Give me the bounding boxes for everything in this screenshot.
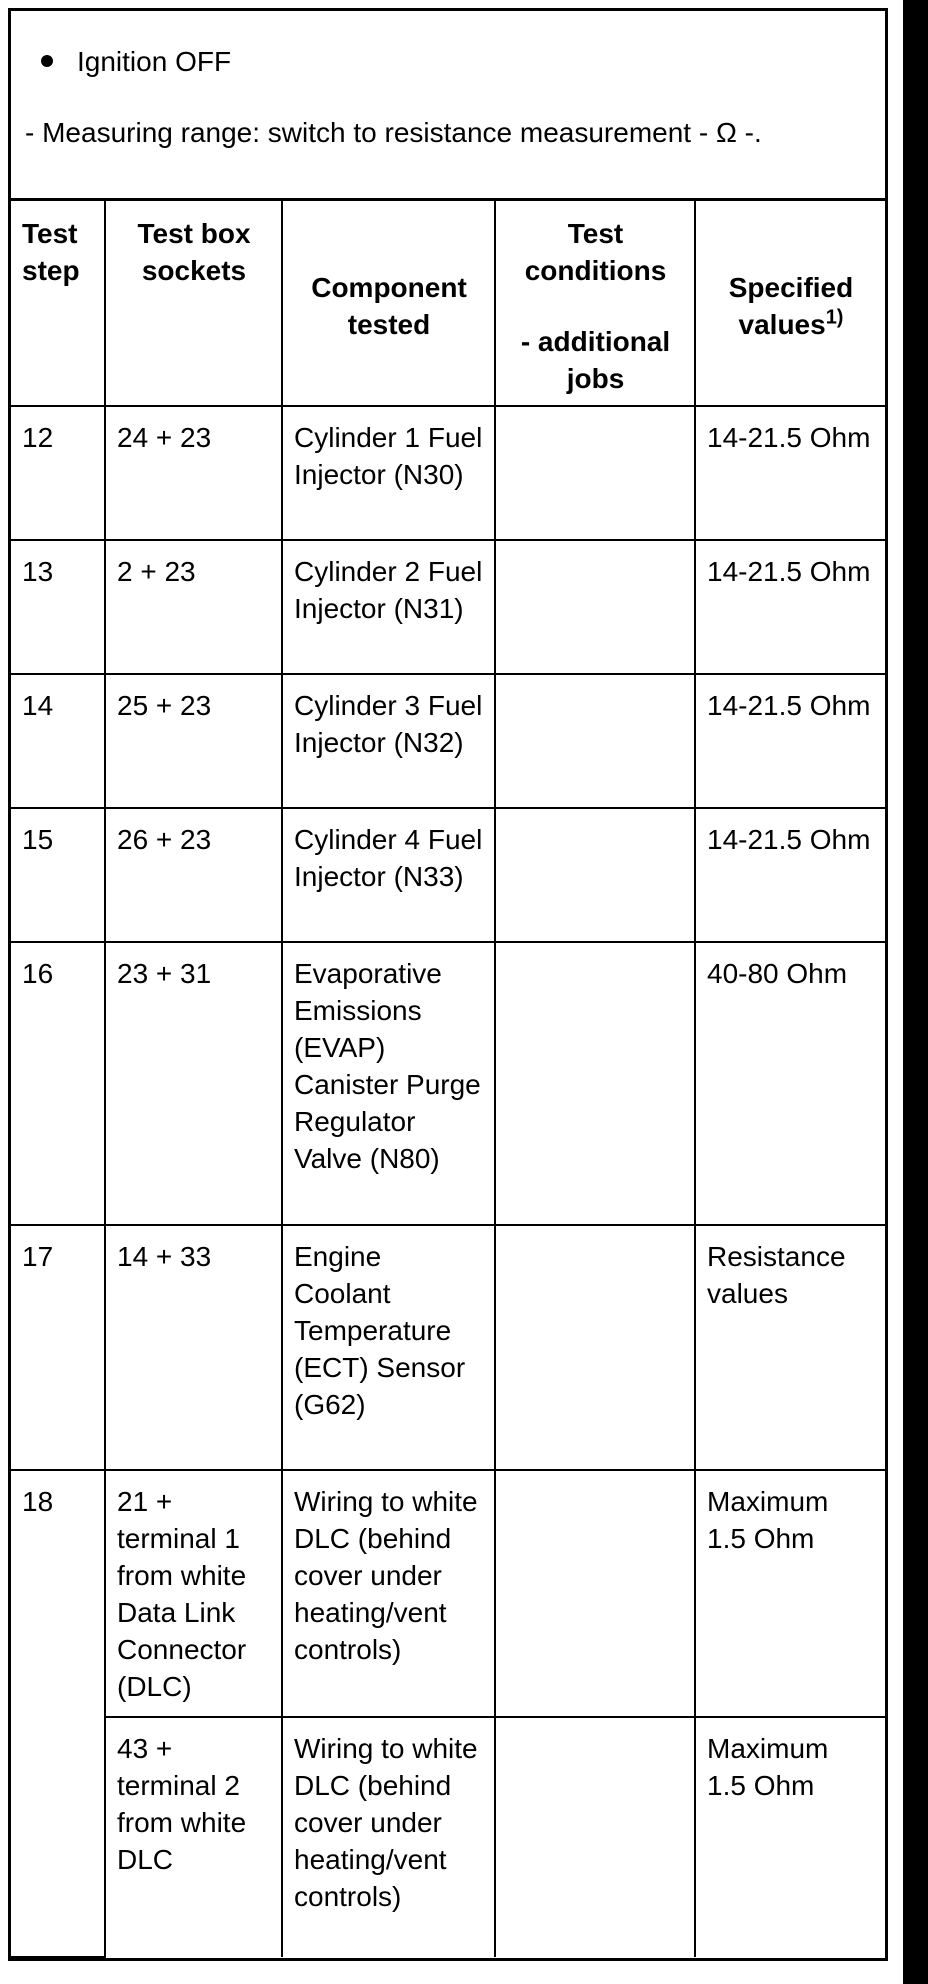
cell-sockets: 23 + 31: [105, 942, 282, 1225]
header-test-box-sockets: Test box sockets: [105, 201, 282, 406]
table-row: [11, 1225, 885, 1470]
bullet-icon: [41, 55, 53, 67]
cell-step: 18: [11, 1470, 105, 1957]
measuring-range-instruction: - Measuring range: switch to resistance measurement - Ω -.: [25, 117, 762, 148]
cell-sockets: 43 + terminal 2 from white DLC: [105, 1717, 282, 1957]
cell-step: 15: [11, 808, 105, 942]
page-edge-bar: [903, 0, 928, 1984]
cell-component: Cylinder 2 Fuel Injector (N31): [282, 540, 495, 674]
cell-sockets: 24 + 23: [105, 406, 282, 540]
cell-sockets: 21 + terminal 1 from white Data Link Connector (DLC): [105, 1470, 282, 1717]
table-row: [11, 406, 885, 540]
cell-conditions: [495, 674, 695, 808]
header-component-tested: Component tested: [282, 201, 495, 406]
cell-step: 13: [11, 540, 105, 674]
cell-component: Wiring to white DLC (behind cover under heating/vent controls): [282, 1717, 495, 1957]
header-specified-values: Specified values$^{1)}$: [695, 201, 885, 406]
table-row: [11, 674, 885, 808]
cell-specified: 14-21.5 Ohm: [695, 406, 885, 540]
header-test-conditions: Test conditions - additional jobs: [495, 201, 695, 406]
cell-specified: 14-21.5 Ohm: [695, 540, 885, 674]
cell-conditions: [495, 1470, 695, 1717]
cell-conditions: [495, 808, 695, 942]
cell-component: Cylinder 3 Fuel Injector (N32): [282, 674, 495, 808]
cell-specified: Maximum 1.5 Ohm: [695, 1470, 885, 1717]
table-row: [11, 1717, 885, 1957]
cell-conditions: [495, 406, 695, 540]
cell-specified: Resistance values: [695, 1225, 885, 1470]
cell-component: Wiring to white DLC (behind cover under heating/vent controls): [282, 1470, 495, 1717]
table-header-row: [11, 201, 885, 406]
cell-specified: Maximum 1.5 Ohm: [695, 1717, 885, 1957]
test-table: [11, 201, 885, 1958]
cell-sockets: 14 + 33: [105, 1225, 282, 1470]
bullet-item: [41, 45, 231, 79]
cell-component: Evaporative Emissions (EVAP) Canister Purge Regulator Valve (N80): [282, 942, 495, 1225]
cell-specified: 14-21.5 Ohm: [695, 808, 885, 942]
cell-conditions: [495, 1225, 695, 1470]
cell-sockets: 26 + 23: [105, 808, 282, 942]
cell-step: 16: [11, 942, 105, 1225]
cell-conditions: [495, 1717, 695, 1957]
table-row: [11, 808, 885, 942]
cell-conditions: [495, 942, 695, 1225]
cell-sockets: 25 + 23: [105, 674, 282, 808]
ignition-instruction: Ignition OFF: [77, 46, 232, 77]
cell-specified: 14-21.5 Ohm: [695, 674, 885, 808]
instructions-block: [11, 11, 885, 201]
cell-step: 17: [11, 1225, 105, 1470]
cell-conditions: [495, 540, 695, 674]
cell-component: Cylinder 1 Fuel Injector (N30): [282, 406, 495, 540]
table-row: [11, 1470, 885, 1717]
header-test-step: Test step: [11, 201, 105, 406]
table-row: [11, 540, 885, 674]
cell-step: 14: [11, 674, 105, 808]
cell-specified: 40-80 Ohm: [695, 942, 885, 1225]
cell-step: 12: [11, 406, 105, 540]
table-row: [11, 942, 885, 1225]
cell-component: Cylinder 4 Fuel Injector (N33): [282, 808, 495, 942]
test-procedure-document: [8, 8, 888, 1961]
cell-component: Engine Coolant Temperature (ECT) Sensor (G62): [282, 1225, 495, 1470]
cell-sockets: 2 + 23: [105, 540, 282, 674]
